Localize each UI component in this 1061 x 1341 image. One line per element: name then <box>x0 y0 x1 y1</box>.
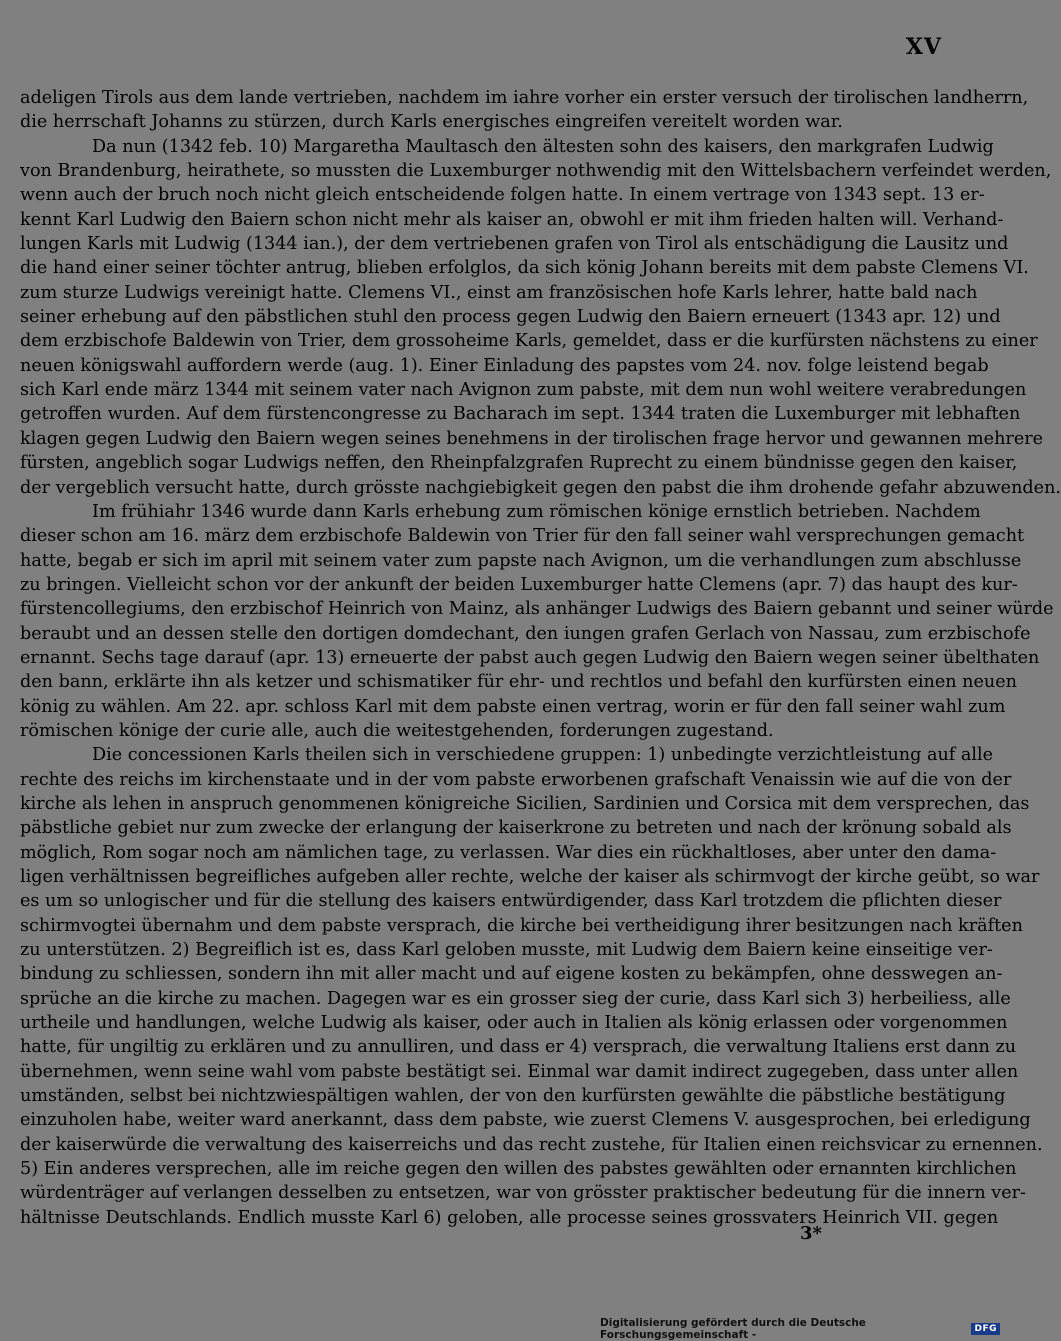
text-line: 5) Ein anderes versprechen, alle im reiche gegen den willen des pabstes gewählten oder ernannten kirchlichen <box>20 1159 1017 1180</box>
text-line: schirmvogtei übernahm und dem pabste versprach, die kirche bei vertheidigung ihrer besitzungen nach kräften <box>20 915 1023 936</box>
page-number: XV <box>905 34 942 60</box>
text-line: es um so unlogischer und für die stellung des kaisers entwürdigender, dass Karl trotzdem die pflichten dieser <box>20 891 1002 912</box>
text-line: neuen königswahl auffordern werde (aug. 1). Einer Einladung des papstes vom 24. nov. folge leistend begab <box>20 355 989 376</box>
text-line: fürstencollegiums, den erzbischof Heinrich von Mainz, als anhänger Ludwigs des Baiern gebannt und seiner würde <box>20 599 1054 620</box>
text-line: dieser schon am 16. märz dem erzbischofe Baldewin von Trier für den fall seiner wahl versprechungen gemacht <box>20 526 1025 547</box>
text-line: lungen Karls mit Ludwig (1344 ian.), der dem vertriebenen grafen von Tirol als entschädigung die Lausitz und <box>20 234 1009 255</box>
text-line: urtheile und handlungen, welche Ludwig als kaiser, oder auch in Italien als könig erlassen oder vorgenommen <box>20 1013 1008 1034</box>
text-line: übernehmen, wenn seine wahl vom pabste bestätigt sei. Einmal war damit indirect zugegeben, dass unter allen <box>20 1061 1019 1082</box>
text-line: Im frühiahr 1346 wurde dann Karls erhebung zum römischen könige ernstlich betrieben. Nachdem <box>92 501 981 522</box>
text-line: seiner erhebung auf den päbstlichen stuhl den process gegen Ludwig den Baiern erneuert (1343 apr. 12) und <box>20 307 1001 328</box>
text-line: bindung zu schliessen, sondern ihn mit aller macht und auf eigene kosten zu bekämpfen, ohne desswegen an- <box>20 964 1003 985</box>
text-line: der kaiserwürde die verwaltung des kaiserreichs und das recht zustehe, für Italien einen reichsvicar zu ernennen. <box>20 1134 1043 1155</box>
text-line: von Brandenburg, heirathete, so mussten die Luxemburger nothwendig mit den Wittelsbachern verfeindet werden, <box>20 161 1052 182</box>
text-line: zu bringen. Vielleicht schon vor der ankunft der beiden Luxemburger hatte Clemens (apr. 7) das haupt des kur- <box>20 574 1018 595</box>
text-line: der vergeblich versucht hatte, durch grösste nachgiebigkeit gegen den pabst die ihm drohende gefahr abzuwenden. <box>20 477 1061 498</box>
text-line: rechte des reichs im kirchenstaate und in der vom pabste erworbenen grafschaft Venaissin wie auf die von der <box>20 769 1012 790</box>
text-line: sich Karl ende märz 1344 mit seinem vater nach Avignon zum pabste, mit dem nun wohl weitere verabredungen <box>20 380 1027 401</box>
text-line: kennt Karl Ludwig den Baiern schon nicht mehr als kaiser an, obwohl er mit ihm frieden halten will. Verhand- <box>20 209 1004 230</box>
text-line: könig zu wählen. Am 22. apr. schloss Karl mit dem pabste einen vertrag, worin er für den fall seiner wahl zum <box>20 696 1006 717</box>
dfg-logo-icon: DFG <box>971 1323 1000 1335</box>
text-line: die herrschaft Johanns zu stürzen, durch Karls energisches eingreifen vereitelt worden war. <box>20 112 843 133</box>
text-line: sprüche an die kirche zu machen. Dagegen war es ein grosser sieg der curie, dass Karl sich 3) herbeiliess, alle <box>20 988 1011 1009</box>
text-line: Da nun (1342 feb. 10) Margaretha Maultasch den ältesten sohn des kaisers, den markgrafen Ludwig <box>92 136 994 157</box>
text-line: hatte, begab er sich im april mit seinem vater zum papste nach Avignon, um die verhandlungen zum abschlusse <box>20 550 1022 571</box>
text-line: kirche als lehen in anspruch genommenen königreiche Sicilien, Sardinien und Corsica mit dem versprechen, das <box>20 793 1030 814</box>
text-line: hatte, für ungiltig zu erklären und zu annulliren, und dass er 4) versprach, die verwaltung Italiens erst dann zu <box>20 1037 1017 1058</box>
text-line: ligen verhältnissen begreifliches aufgeben aller rechte, welche der kaiser als schirmvogt der kirche geübt, so war <box>20 867 1040 887</box>
text-line: hältnisse Deutschlands. Endlich musste Karl 6) geloben, alle processe seines grossvaters Heinrich VII. gegen <box>20 1207 999 1228</box>
text-line: den bann, erklärte ihn als ketzer und schismatiker für ehr- und rechtlos und befahl den kurfürsten einen neuen <box>20 672 1017 693</box>
body-text <box>20 86 1061 1255</box>
text-line: fürsten, angeblich sogar Ludwigs neffen, den Rheinpfalzgrafen Ruprecht zu einem bündnisse gegen den kaiser, <box>20 453 1018 474</box>
text-line: die hand einer seiner töchter antrug, blieben erfolglos, da sich könig Johann bereits mit dem pabste Clemens VI. <box>20 258 1029 279</box>
footer <box>600 1317 1000 1341</box>
text-line: zum sturze Ludwigs vereinigt hatte. Clemens VI., einst am französischen hofe Karls lehrer, hatte bald nach <box>20 282 978 303</box>
text-line: römischen könige der curie alle, auch die weitestgehenden, forderungen zugestand. <box>20 720 774 741</box>
text-line: würdenträger auf verlangen desselben zu entsetzen, war von grösster praktischer bedeutung für die innern ver- <box>20 1183 1026 1204</box>
text-line: klagen gegen Ludwig den Baiern wegen seines benehmens in der tirolischen frage hervor und gewannen mehrere <box>20 428 1044 449</box>
text-line: getroffen wurden. Auf dem fürstencongresse zu Bacharach im sept. 1344 traten die Luxemburger mit lebhaften <box>20 404 1021 425</box>
text-line: umständen, selbst bei nichtzwiespältigen wahlen, der von den kurfürsten gewählte die päbstliche bestätigung <box>20 1086 1006 1107</box>
text-line: dem erzbischofe Baldewin von Trier, dem grossoheime Karls, gemeldet, dass er die kurfürsten nächstens zu einer <box>20 331 1038 352</box>
text-line: möglich, Rom sogar noch am nämlichen tage, zu verlassen. War dies ein rückhaltloses, aber unter den dama- <box>20 842 997 863</box>
footer-text: Digitalisierung gefördert durch die Deutsche Forschungsgemeinschaft - <box>600 1317 866 1341</box>
text-line: adeligen Tirols aus dem lande vertrieben, nachdem im iahre vorher ein erster versuch der tirolischen landherrn, <box>20 88 1029 108</box>
text-line: päbstliche gebiet nur zum zwecke der erlangung der kaiserkrone zu betreten und nach der krönung sobald als <box>20 818 1012 839</box>
text-line: beraubt und an dessen stelle den dortigen domdechant, den iungen grafen Gerlach von Nassau, zum erzbischofe <box>20 623 1031 644</box>
signature-mark: 3* <box>800 1223 822 1244</box>
text-line: Die concessionen Karls theilen sich in verschiedene gruppen: 1) unbedingte verzichtleistung auf alle <box>92 745 994 766</box>
text-line: zu unterstützen. 2) Begreiflich ist es, dass Karl geloben musste, mit Ludwig dem Baiern keine einseitige ver- <box>20 940 993 961</box>
text-line: ernannt. Sechs tage darauf (apr. 13) erneuerte der pabst auch gegen Ludwig den Baiern wegen seiner übelthaten <box>20 647 1040 668</box>
text-line: einzuholen habe, weiter ward anerkannt, dass dem pabste, wie zuerst Clemens V. ausgesprochen, bei erledigung <box>20 1110 1031 1131</box>
text-line: wenn auch der bruch noch nicht gleich entscheidende folgen hatte. In einem vertrage von 1343 sept. 13 er- <box>20 185 985 206</box>
